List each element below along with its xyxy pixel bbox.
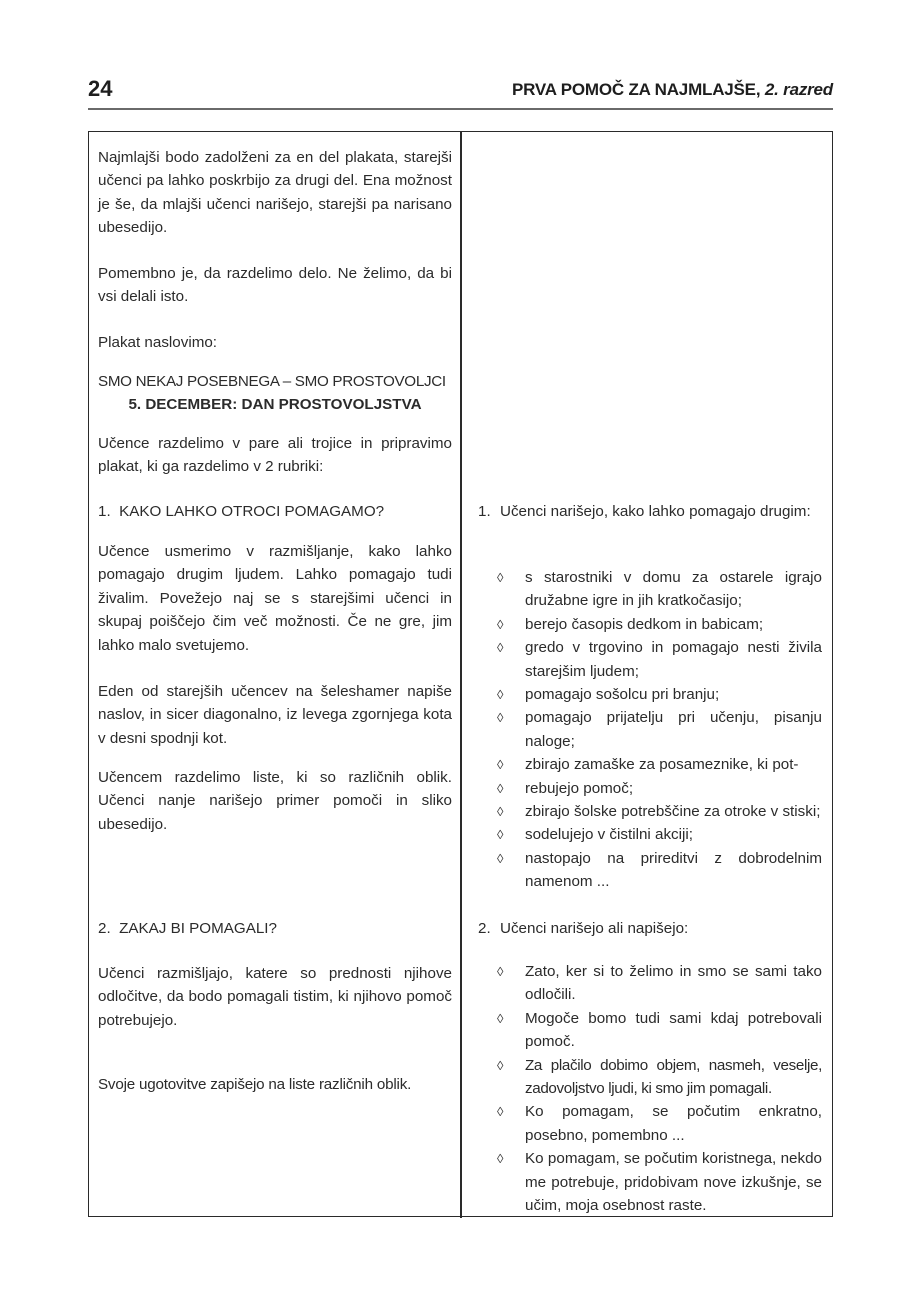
list-item-text: Zato, ker si to želimo in smo se sami tako odločili.	[525, 963, 822, 1004]
header-rule	[88, 108, 833, 110]
list-item-text: Ko pomagam, se počutim enkratno, posebno, pomembno ...	[525, 1103, 822, 1144]
list-item-text: Ko pomagam, se počutim koristnega, nekdo me potrebuje, pridobivam nove izkušnje, se učim, moja osebnost raste.	[525, 1150, 822, 1215]
list-item	[497, 1007, 822, 1054]
list-item	[497, 1147, 822, 1217]
column-divider	[460, 131, 462, 1218]
right-list1-heading	[478, 500, 818, 523]
list2-number: 2.	[478, 920, 491, 937]
diamond-bullet-icon: ◊	[497, 964, 504, 979]
diamond-bullet-icon: ◊	[497, 827, 504, 843]
paragraph-older-student: Eden od starejših učencev na šeleshamer napiše naslov, in sicer diagonalno, iz levega zgornjega kota v desni spodnji kot.	[98, 683, 452, 747]
list-item-text: berejo časopis dedkom in babicam;	[525, 615, 764, 633]
paragraph-thinking: Učence usmerimo v razmišljanje, kako lahko pomagajo drugim ljudem. Lahko pomagajo tudi živalim. Povežejo naj se s starejšimi učenci in skupaj poiščejo čim več možnosti. Če ne gre, jim lahko malo svetujemo.	[98, 543, 452, 654]
poster-title-line1: SMO NEKAJ POSEBNEGA – SMO PROSTOVOLJCI	[98, 373, 446, 390]
running-header-main: PRVA POMOČ ZA NAJMLAJŠE,	[512, 80, 761, 99]
diamond-bullet-icon: ◊	[497, 710, 504, 726]
list-item	[497, 613, 822, 636]
paragraph-write-findings: Svoje ugotovitve zapišejo na liste različnih oblik.	[98, 1076, 412, 1093]
paragraph-pairs: Učence razdelimo v pare ali trojice in pripravimo plakat, ki ga razdelimo v 2 rubriki:	[98, 435, 452, 476]
list-item	[497, 960, 822, 1007]
list-item-text: Mogoče bomo tudi sami kdaj potrebovali pomoč.	[525, 1009, 822, 1051]
paragraph-share-work: Pomembno je, da razdelimo delo. Ne želimo, da bi vsi delali isto.	[98, 265, 452, 306]
list-item-text: gredo v trgovino in pomagajo nesti živila starejšim ljudem;	[525, 639, 822, 680]
list-item-text: rebujejo pomoč;	[525, 779, 634, 797]
diamond-bullet-icon: ◊	[497, 1104, 504, 1120]
diamond-bullet-icon: ◊	[497, 757, 504, 773]
list-item	[497, 566, 822, 613]
list-item	[497, 800, 822, 823]
list1-number: 1.	[478, 503, 491, 520]
section2-heading: 2. ZAKAJ BI POMAGALI?	[98, 920, 277, 937]
paragraph-sheets: Učencem razdelimo liste, ki so različnih oblik. Učenci nanje narišejo primer pomoči in sliko ubesedijo.	[98, 769, 452, 833]
diamond-bullet-icon: ◊	[497, 1010, 504, 1026]
list-item	[497, 683, 822, 706]
list-item	[497, 823, 822, 846]
list-item-text: s starostniki v domu za ostarele igrajo družabne igre in jih kratkočasijo;	[525, 569, 822, 610]
list-item	[497, 636, 822, 683]
diamond-bullet-icon: ◊	[497, 616, 504, 632]
list-item	[497, 1100, 822, 1147]
list-item-text: nastopajo na prireditvi z dobrodelnim namenom ...	[525, 849, 822, 891]
diamond-bullet-icon: ◊	[497, 1151, 504, 1167]
diamond-bullet-icon: ◊	[497, 1057, 504, 1073]
right-list2-heading	[478, 917, 818, 940]
running-header-title	[512, 80, 833, 100]
poster-title-line2: 5. DECEMBER: DAN PROSTOVOLJSTVA	[128, 396, 422, 413]
list-item	[497, 1054, 822, 1101]
diamond-bullet-icon: ◊	[497, 687, 504, 703]
paragraph-poster-title-intro: Plakat naslovimo:	[98, 334, 218, 351]
list2-items	[497, 960, 822, 1217]
diamond-bullet-icon: ◊	[497, 804, 504, 820]
list-item-text: pomagajo sošolcu pri branju;	[525, 686, 720, 704]
diamond-bullet-icon: ◊	[497, 570, 504, 585]
list-item-text: zbirajo zamaške za posameznike, ki pot-	[525, 756, 799, 774]
diamond-bullet-icon: ◊	[497, 850, 504, 866]
list-item	[497, 777, 822, 800]
paragraph-division-of-work: Najmlajši bodo zadolženi za en del plakata, starejši učenci pa lahko poskrbijo za drugi del. Ena možnost je še, da mlajši učenci narišejo, starejši pa narisano ubesedijo.	[98, 149, 452, 237]
section1-heading: 1. KAKO LAHKO OTROCI POMAGAMO?	[98, 503, 385, 520]
list-item-text: zbirajo šolske potrebščine za otroke v stiski;	[525, 803, 821, 821]
paragraph-advantages: Učenci razmišljajo, katere so prednosti njihove odločitve, da bodo pomagali tistim, ki njihovo pomoč potrebujejo.	[98, 965, 452, 1029]
list-item-text: sodelujejo v čistilni akciji;	[525, 826, 693, 844]
list-item	[497, 847, 822, 894]
list-item-text: pomagajo prijatelju pri učenju, pisanju naloge;	[525, 709, 822, 750]
running-header-grade: 2. razred	[760, 80, 833, 99]
list-item	[497, 753, 822, 776]
list-item-text: Za plačilo dobimo objem, nasmeh, veselje, zadovoljstvo ljudi, ki smo jim pomagali.	[525, 1056, 822, 1098]
list2-text: Učenci narišejo ali napišejo:	[500, 920, 689, 937]
list1-items	[497, 566, 822, 894]
diamond-bullet-icon: ◊	[497, 780, 504, 796]
diamond-bullet-icon: ◊	[497, 640, 504, 656]
page-number: 24	[88, 76, 113, 101]
list-item	[497, 706, 822, 753]
list1-text: Učenci narišejo, kako lahko pomagajo drugim:	[500, 503, 811, 520]
